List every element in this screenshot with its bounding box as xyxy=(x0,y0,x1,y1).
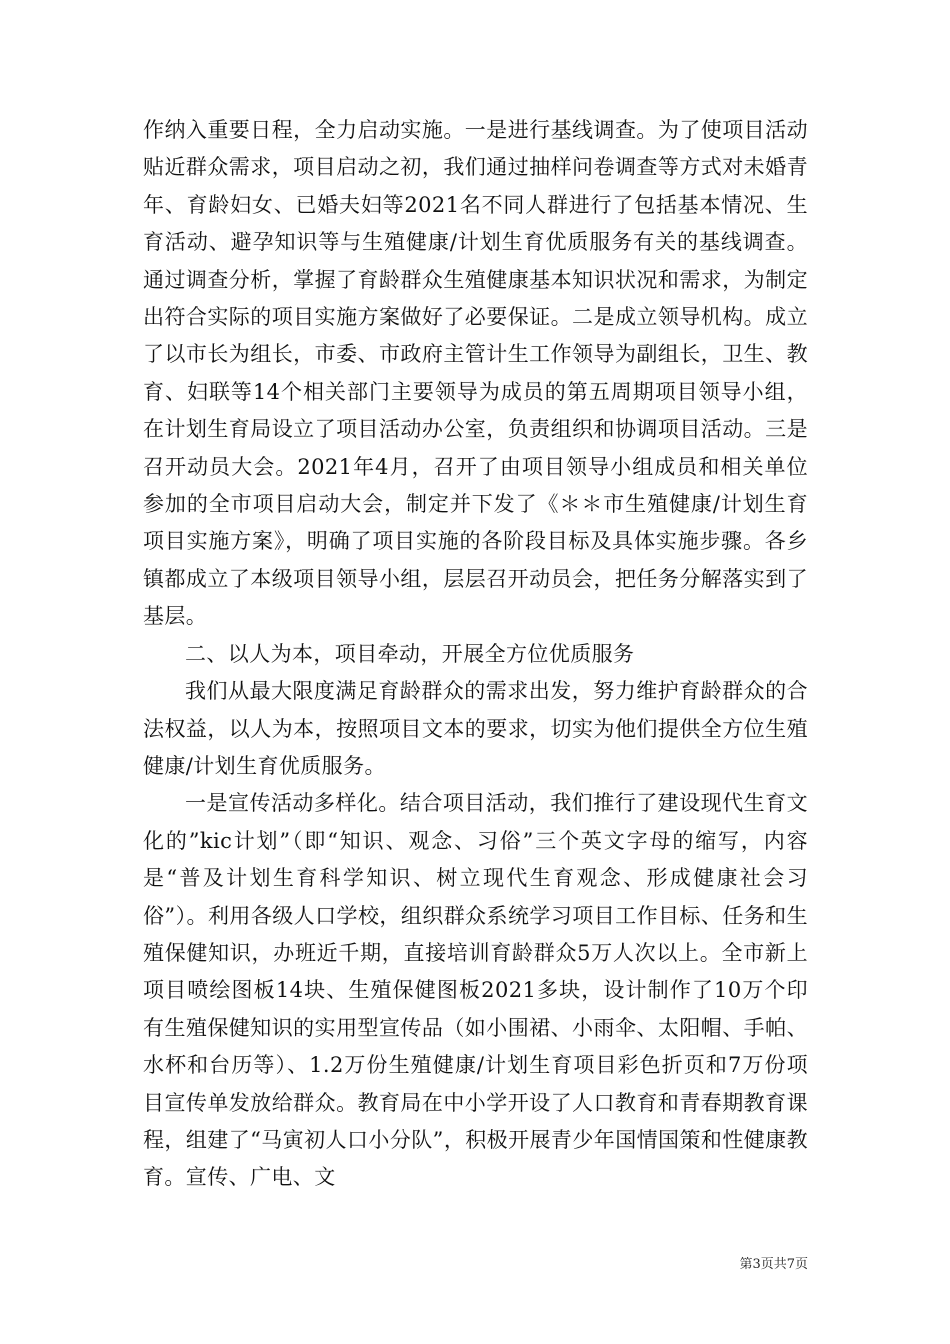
section-heading: 二、以人为本，项目牵动，开展全方位优质服务 xyxy=(185,641,635,666)
paragraph-2: 我们从最大限度满足育龄群众的需求出发，努力维护育龄群众的合法权益，以人为本，按照项目文本的要求，切实为他们提供全方位生殖健康/计划生育优质服务。 xyxy=(143,679,808,778)
document-body xyxy=(143,112,808,1197)
paragraph-1: 作纳入重要日程，全力启动实施。一是进行基线调查。为了使项目活动贴近群众需求，项目启动之初，我们通过抽样问卷调查等方式对未婚青年、育龄妇女、已婚夫妇等2021名不同人群进行了包括基本情况、生育活动、避孕知识等与生殖健康/计划生育优质服务有关的基线调查。通过调查分析，掌握了育龄群众生殖健康基本知识状况和需求，为制定出符合实际的项目实施方案做好了必要保证。二是成立领导机构。成立了以市长为组长，市委、市政府主管计生工作领导为副组长，卫生、教育、妇联等14个相关部门主要领导为成员的第五周期项目领导小组，在计划生育局设立了项目活动办公室，负责组织和协调项目活动。三是召开动员大会。2021年4月，召开了由项目领导小组成员和相关单位参加的全市项目启动大会，制定并下发了《＊＊市生殖健康/计划生育项目实施方案》，明确了项目实施的各阶段目标及具体实施步骤。各乡镇都成立了本级项目领导小组，层层召开动员会，把任务分解落实到了基层。 xyxy=(143,118,808,629)
page-number-footer: 第3页共7页 xyxy=(739,1257,808,1272)
paragraph-3: 一是宣传活动多样化。结合项目活动，我们推行了建设现代生育文化的”kic计划”（即“知识、观念、习俗”三个英文字母的缩写，内容是“普及计划生育科学知识、树立现代生育观念、形成健康社会习俗”）。利用各级人口学校，组织群众系统学习项目工作目标、任务和生殖保健知识，办班近千期，直接培训育龄群众5万人次以上。全市新上项目喷绘图板14块、生殖保健图板2021多块，设计制作了10万个印有生殖保健知识的实用型宣传品（如小围裙、小雨伞、太阳帽、手帕、水杯和台历等）、1.2万份生殖健康/计划生育项目彩色折页和7万份项目宣传单发放给群众。教育局在中小学开设了人口教育和青春期教育课程，组建了“马寅初人口小分队”，积极开展青少年国情国策和性健康教育。宣传、广电、文 xyxy=(143,791,808,1190)
